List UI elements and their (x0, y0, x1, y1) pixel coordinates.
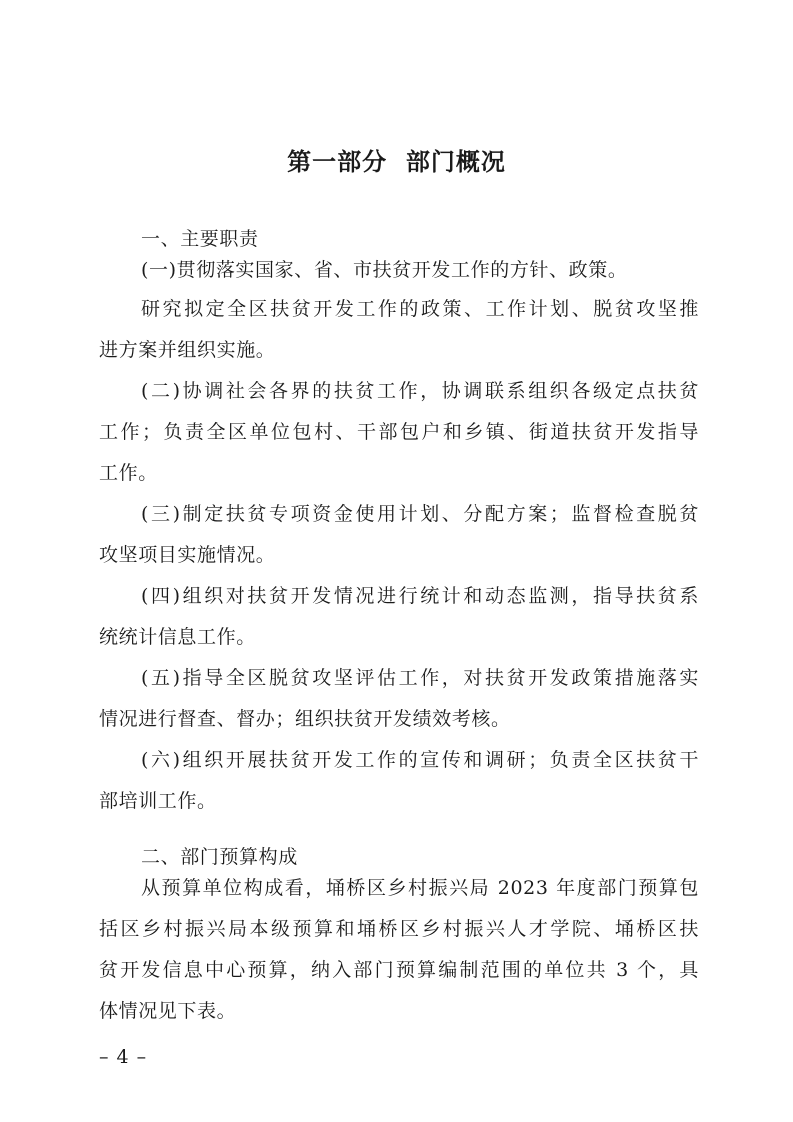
paragraph-line: 体情况见下表。 (99, 1000, 237, 1022)
section-heading-budget-composition: 二、部门预算构成 (141, 846, 298, 868)
paragraph-line: (一)贯彻落实国家、省、市扶贫开发工作的方针、政策。 (141, 259, 628, 281)
paragraph-line: 括区乡村振兴局本级预算和埇桥区乡村振兴人才学院、埇桥区扶 (99, 918, 699, 940)
paragraph-line: (二)协调社会各界的扶贫工作，协调联系组织各级定点扶贫 (141, 380, 699, 402)
paragraph-line: 统统计信息工作。 (99, 626, 256, 648)
paragraph-line: 工作。 (99, 462, 158, 484)
paragraph-line: (三)制定扶贫专项资金使用计划、分配方案；监督检查脱贫 (141, 503, 699, 525)
paragraph-line: 攻坚项目实施情况。 (99, 544, 276, 566)
page-number: – 4 – (99, 1046, 148, 1068)
paragraph-line: (六)组织开展扶贫开发工作的宣传和调研；负责全区扶贫干 (141, 749, 699, 771)
paragraph-line: 进方案并组织实施。 (99, 339, 276, 361)
paragraph-line: 从预算单位构成看，埇桥区乡村振兴局 2023 年度部门预算包 (141, 877, 699, 899)
paragraph-line: (五)指导全区脱贫攻坚评估工作，对扶贫开发政策措施落实 (141, 667, 699, 689)
paragraph-line: (四)组织对扶贫开发情况进行统计和动态监测，指导扶贫系 (141, 585, 699, 607)
paragraph-line: 部培训工作。 (99, 790, 217, 812)
paragraph-line: 研究拟定全区扶贫开发工作的政策、工作计划、脱贫攻坚推 (141, 298, 699, 320)
paragraph-line: 情况进行督查、督办；组织扶贫开发绩效考核。 (99, 708, 511, 730)
page-title: 第一部分 部门概况 (287, 148, 506, 176)
section-heading-responsibilities: 一、主要职责 (141, 228, 259, 250)
paragraph-line: 工作；负责全区单位包村、干部包户和乡镇、街道扶贫开发指导 (99, 421, 699, 443)
paragraph-line: 贫开发信息中心预算，纳入部门预算编制范围的单位共 3 个，具 (99, 959, 699, 981)
